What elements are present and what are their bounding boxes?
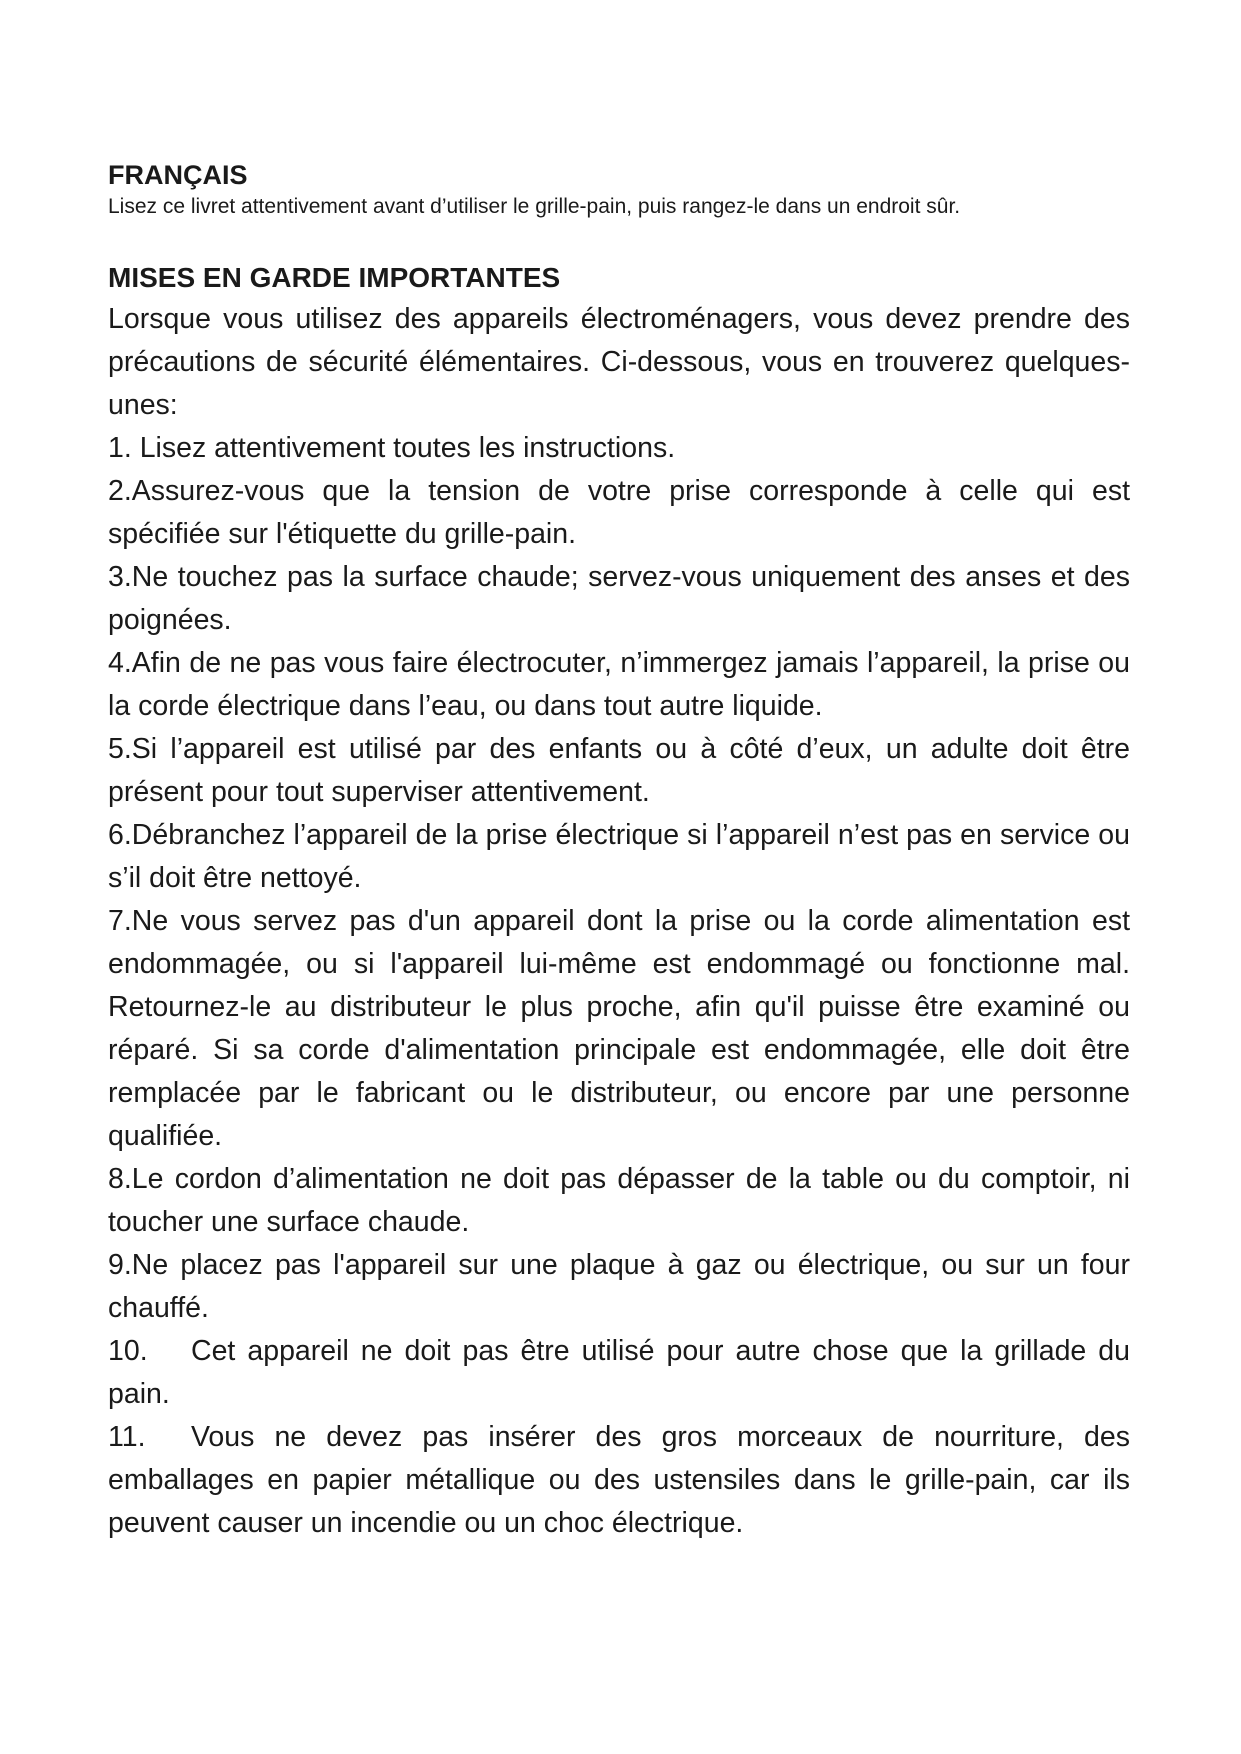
item-number: 6. [108, 819, 132, 851]
item-number: 3. [108, 561, 132, 593]
item-number: 8. [108, 1163, 132, 1195]
item-text: Vous ne devez pas insérer des gros morceaux de nourriture, des emballages en papier métallique ou des ustensiles dans le grille-pain, car ils peuvent causer un incendie ou un choc électrique. [108, 1421, 1130, 1539]
list-item [108, 1330, 1130, 1416]
item-text: Assurez-vous que la tension de votre prise corresponde à celle qui est spécifiée sur l'étiquette du grille-pain. [108, 475, 1130, 550]
item-text: Débranchez l’appareil de la prise électrique si l’appareil n’est pas en service ou s’il doit être nettoyé. [108, 819, 1130, 894]
item-text: Afin de ne pas vous faire électrocuter, n’immergez jamais l’appareil, la prise ou la corde électrique dans l’eau, ou dans tout autre liquide. [108, 647, 1130, 722]
list-item [108, 642, 1130, 728]
list-item [108, 470, 1130, 556]
item-number: 2. [108, 475, 132, 507]
list-item [108, 1416, 1130, 1545]
item-number: 1. [108, 432, 132, 464]
item-text: Ne vous servez pas d'un appareil dont la prise ou la corde alimentation est endommagée, ou si l'appareil lui-même est endommagé ou fonctionne mal. Retournez-le au distributeur le plus proche, afin qu'il puisse être examiné ou réparé. Si sa corde d'alimentation principale est endommagée, elle doit être remplacée par le fabricant ou le distributeur, ou encore par une personne qualifiée. [108, 905, 1130, 1152]
list-item [108, 427, 1130, 470]
item-number: 7. [108, 905, 132, 937]
warnings-list [108, 427, 1130, 1545]
document-page [108, 158, 1130, 1545]
list-item [108, 900, 1130, 1158]
item-text: Si l’appareil est utilisé par des enfants ou à côté d’eux, un adulte doit être présent pour tout superviser attentivement. [108, 733, 1130, 808]
item-number: 11. [108, 1421, 146, 1453]
intro-text: Lisez ce livret attentivement avant d’utiliser le grille-pain, puis rangez-le dans un endroit sûr. [108, 195, 961, 218]
item-text: Cet appareil ne doit pas être utilisé pour autre chose que la grillade du pain. [108, 1335, 1130, 1410]
item-number: 5. [108, 733, 132, 765]
list-item [108, 1158, 1130, 1244]
list-item [108, 556, 1130, 642]
language-heading: FRANÇAIS [108, 160, 248, 190]
item-text: Ne placez pas l'appareil sur une plaque à gaz ou électrique, ou sur un four chauffé. [108, 1249, 1130, 1324]
item-number: 9. [108, 1249, 132, 1281]
list-item [108, 1244, 1130, 1330]
item-text: Le cordon d’alimentation ne doit pas dépasser de la table ou du comptoir, ni toucher une surface chaude. [108, 1163, 1130, 1238]
item-number: 4. [108, 647, 132, 679]
item-text: Lisez attentivement toutes les instructions. [131, 432, 676, 464]
warnings-heading: MISES EN GARDE IMPORTANTES [108, 262, 561, 293]
item-text: Ne touchez pas la surface chaude; servez-vous uniquement des anses et des poignées. [108, 561, 1130, 636]
list-item [108, 814, 1130, 900]
list-item [108, 728, 1130, 814]
item-number: 10. [108, 1335, 148, 1367]
warnings-intro: Lorsque vous utilisez des appareils électroménagers, vous devez prendre des précautions de sécurité élémentaires. Ci-dessous, vous en trouverez quelques-unes: [108, 303, 1130, 421]
